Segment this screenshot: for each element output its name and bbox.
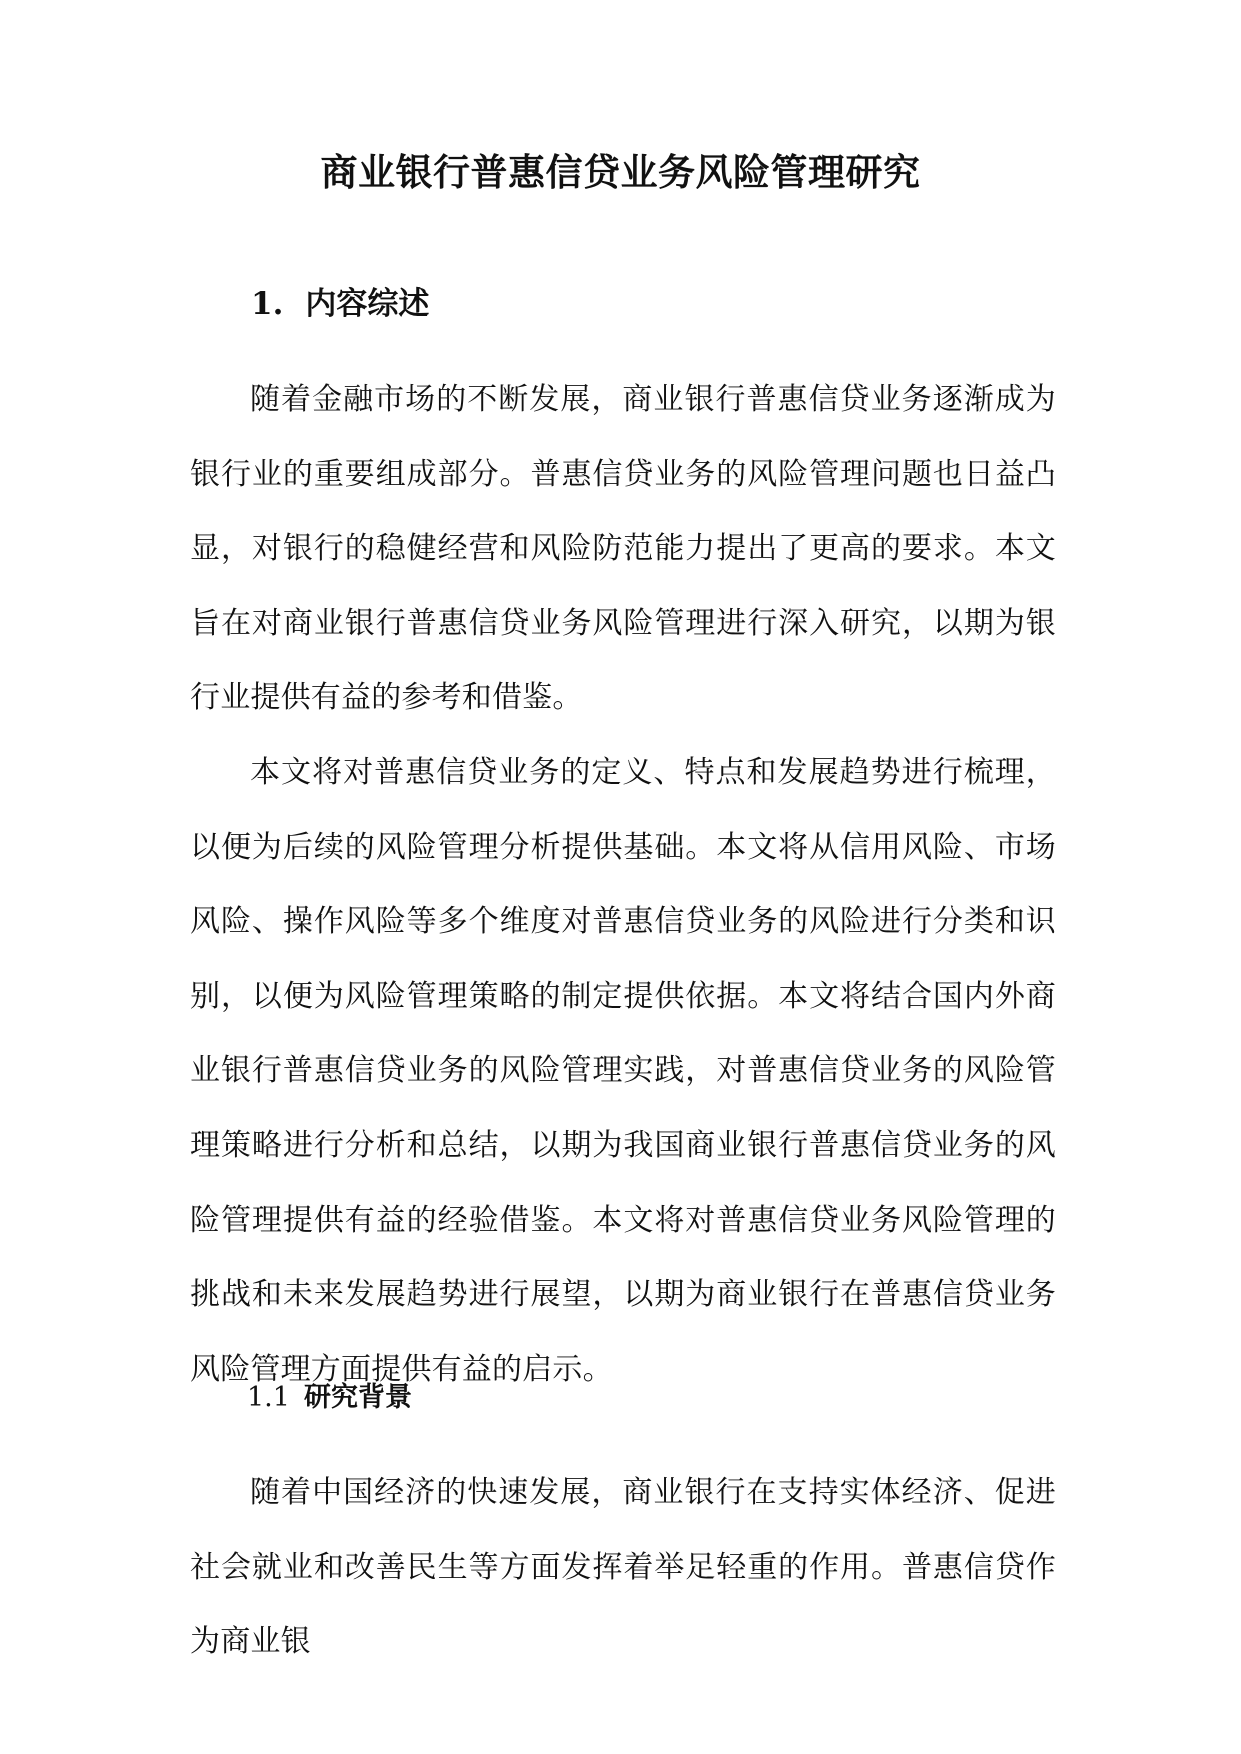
subsection-heading-1-1 (247, 1378, 412, 1418)
body-paragraph: 随着中国经济的快速发展，商业银行在支持实体经济、促进社会就业和改善民生等方面发挥着举足轻重的作用。普惠信贷作为商业银 (190, 1475, 1056, 1660)
subsection-number: 1.1 (247, 1382, 290, 1413)
subsection-heading-text: 研究背景 (303, 1382, 412, 1413)
body-paragraph: 本文将对普惠信贷业务的定义、特点和发展趋势进行梳理，以便为后续的风险管理分析提供基础。本文将从信用风险、市场风险、操作风险等多个维度对普惠信贷业务的风险进行分类和识别，以便为风险管理策略的制定提供依据。本文将结合国内外商业银行普惠信贷业务的风险管理实践，对普惠信贷业务的风险管理策略进行分析和总结，以期为我国商业银行普惠信贷业务的风险管理提供有益的经验借鉴。本文将对普惠信贷业务风险管理的挑战和未来发展趋势进行展望，以期为商业银行在普惠信贷业务风险管理方面提供有益的启示。 (190, 755, 1056, 1387)
section-heading-1 (251, 282, 429, 326)
body-paragraph: 随着金融市场的不断发展，商业银行普惠信贷业务逐渐成为银行业的重要组成部分。普惠信贷业务的风险管理问题也日益凸显，对银行的稳健经营和风险防范能力提出了更高的要求。本文旨在对商业银行普惠信贷业务风险管理进行深入研究，以期为银行业提供有益的参考和借鉴。 (190, 382, 1056, 716)
document-title: 商业银行普惠信贷业务风险管理研究 (320, 151, 921, 194)
section-number: 1. (251, 286, 284, 322)
section-heading-text: 内容综述 (305, 286, 430, 322)
